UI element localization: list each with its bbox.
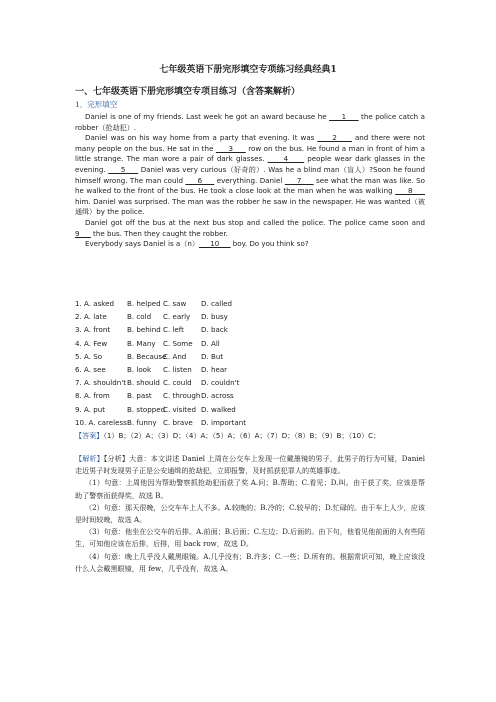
option-a: 10. A. careless (75, 417, 127, 427)
option-row (75, 376, 246, 389)
option-c: C. brave (163, 417, 193, 427)
option-b: B. Because (127, 351, 167, 361)
option-b: B. past (127, 391, 152, 401)
text-run: the police catch a robber（抢劫犯）. (75, 112, 426, 132)
blank-3: 3 (215, 143, 246, 153)
option-row (75, 389, 246, 402)
option-c: C. Some (163, 338, 193, 348)
option-row (75, 363, 246, 376)
blank-4: 4 (267, 154, 305, 164)
option-b: B. cold (127, 312, 152, 322)
option-d: D. called (201, 299, 233, 308)
option-a: 6. A. see (75, 365, 106, 375)
explanation-4: （4）句意：晚上几乎没人戴黑眼镜。A.几乎没有；B.许多；C.一些；D.所有的。根据常识可知，晚上应该没什么人会戴黑眼镜，用 few，几乎没有，故选 A。 (75, 551, 425, 573)
text-run: Daniel got off the bus at the next bus stop and called the police. The police came soon and (85, 217, 425, 227)
text-run: Daniel was on his way home from a party that evening. It was (85, 133, 318, 143)
blank-7: 7 (284, 175, 314, 185)
option-d: D. But (201, 351, 224, 361)
text-run: see what the man was like. So he walked to the front of the bus. He took a close look at the man when he was walking (75, 175, 426, 196)
option-a: 5. A. So (75, 351, 103, 361)
option-row (75, 310, 246, 323)
text-run: row on the bus. He found a man in front of him a little strange. The man wore a pair of dark glasses. (75, 143, 425, 164)
explanation-1: （1）句意：上周他因为帮助警察抓抢劫犯而获了奖 A.问；B.帮助；C.看见；D.叫。由于获了奖，应该是帮助了警察而获得奖，故选 B。 (75, 478, 425, 500)
question-label: 1．完形填空 (75, 100, 118, 109)
blank-10: 10 (198, 239, 231, 249)
option-a: 8. A. from (75, 391, 110, 401)
option-row (75, 350, 246, 363)
blank-2: 2 (317, 133, 352, 143)
text-run: the bus. Then they caught the robber. (90, 228, 228, 238)
option-d: D. busy (201, 312, 228, 322)
option-c: C. could (163, 378, 192, 388)
passage-paragraph-3 (75, 218, 425, 239)
text-run: boy. Do you think so? (230, 239, 309, 249)
answer-block (75, 430, 425, 441)
option-b: B. should (127, 378, 160, 388)
option-b: B. look (127, 365, 152, 375)
analysis-tag: 【解析】 (75, 454, 104, 463)
text-run: and there were not many people on the bus. He sat in the (75, 133, 425, 153)
option-row (75, 416, 246, 429)
section-heading: 一、七年级英语下册完形填空专项目练习（含答案解析） (75, 87, 301, 97)
option-c: C. early (163, 312, 191, 322)
option-row (75, 403, 246, 416)
option-a: 1. A. asked (75, 299, 115, 308)
option-b: B. funny (127, 417, 157, 427)
option-c: C. through (163, 391, 201, 401)
options-list (75, 297, 246, 429)
option-b: B. behind (127, 325, 161, 335)
text-run: Everybody says Daniel is a（n） (85, 239, 199, 249)
option-a: 4. A. Few (75, 338, 108, 348)
option-b: B. stopped (127, 404, 166, 414)
analysis-block (75, 453, 425, 575)
answer-text: （1）B；（2）A；（3）D；（4）A；（5）A；（6）A；（7）D；（8）B；（9）B；（10）C； (103, 431, 381, 440)
option-d: D. hear (201, 365, 228, 375)
passage-paragraph-2 (75, 133, 425, 218)
option-a: 9. A. put (75, 404, 106, 414)
document-title: 七年级英语下册完形填空专项练习经典经典1 (159, 65, 337, 75)
analysis-intro-text: 【分析】大意：本文讲述 Daniel 上周在公交车上发现一位戴墨镜的男子，此男子的行为可疑，Daniel 走近男子时发现男子正是公安通缉的抢劫犯，立即报警，及时抓获犯罪人的英雄事迹。 (75, 454, 426, 476)
option-c: C. visited (163, 404, 196, 414)
option-c: C. And (163, 351, 187, 361)
explanation-3: （3）句意：他坐在公交车的后排。A.前面；B.后面；C.左边；D.后面的。由下句，他看见他前面的人有些陌生，可知他应该在后排，后排，用 back row，故选 D。 (75, 527, 425, 549)
blank-6: 6 (185, 175, 215, 185)
blank-1: 1 (329, 112, 359, 121)
cloze-passage (75, 112, 425, 250)
analysis-intro (75, 453, 425, 477)
option-c: C. saw (163, 299, 187, 308)
option-d: D. couldn't (201, 378, 240, 388)
option-a: 2. A. late (75, 312, 107, 322)
option-d: D. back (201, 325, 228, 335)
option-d: D. walked (201, 404, 236, 414)
text-run: everything. Daniel (214, 175, 285, 185)
text-run: Daniel is one of my friends. Last week he got an award because he (85, 112, 330, 121)
blank-5: 5 (108, 164, 139, 174)
option-b: B. helped (127, 299, 161, 308)
answer-tag: 【答案】 (75, 431, 104, 440)
option-c: C. listen (163, 365, 192, 375)
option-row (75, 337, 246, 350)
option-d: D. across (201, 391, 234, 401)
passage-paragraph-4 (75, 239, 425, 250)
text-run: him. Daniel was surprised. The man was the robber he saw in the newspaper. He was wanted（被通缉）by the police. (75, 196, 425, 217)
passage-paragraph-1 (75, 112, 425, 133)
option-a: 3. A. front (75, 325, 111, 335)
text-run: people wear dark glasses in the evening. (75, 154, 425, 174)
option-d: D. All (201, 338, 220, 348)
option-c: C. left (163, 325, 184, 335)
option-row (75, 323, 246, 336)
option-d: D. important (201, 417, 247, 427)
text-run: Daniel was very curious（好奇的）. Was he a blind man（盲人）?Soon he found himself wrong. The man could (75, 164, 426, 185)
blank-8: 8 (395, 186, 425, 196)
option-row (75, 297, 246, 310)
option-b: B. Many (127, 338, 156, 348)
blank-9: 9 (75, 228, 91, 238)
explanation-2: （2）句意：那天很晚，公交车车上人不多。A.较晚的；B.冷的；C.较早的；D.忙碌的。由于车上人少，应该是时间较晚，故选 A。 (75, 502, 425, 525)
option-a: 7. A. shouldn't (75, 378, 126, 388)
